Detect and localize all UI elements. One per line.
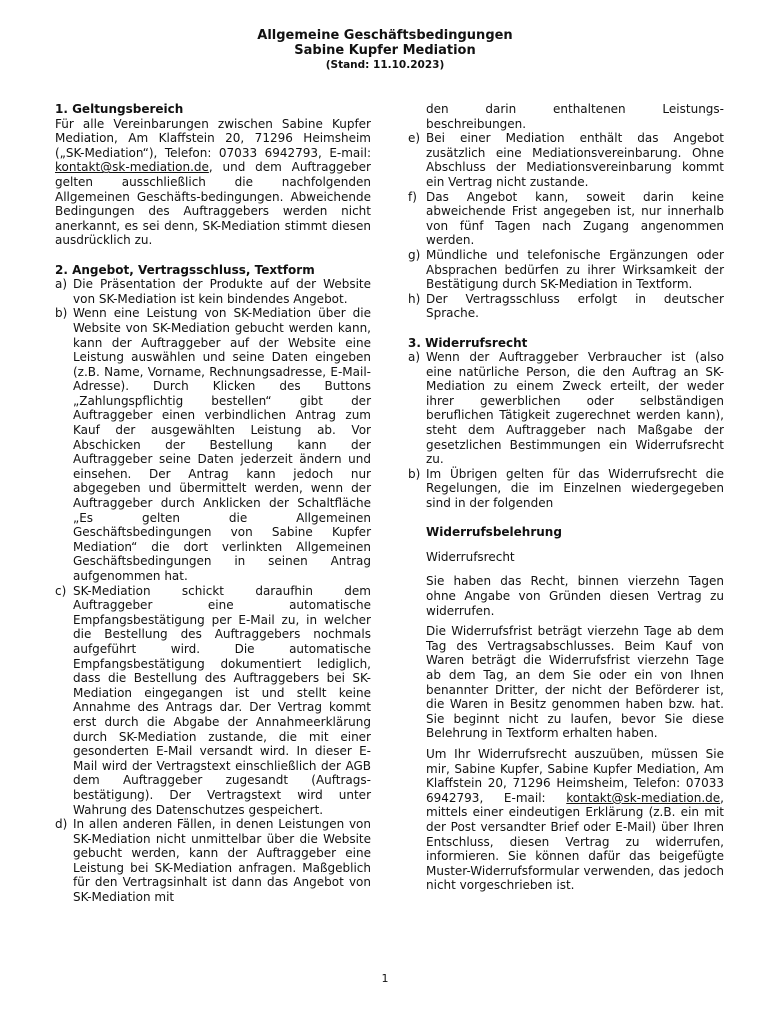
section-1-text: Für alle Vereinbarungen zwischen Sabine Kupfer Mediation, Am Klaffstein 20, 71296 Heimsheim („SK-Mediation“), Telefon: 07033 6942793, E-mail: kontakt@sk-mediation.de, und dem Auftraggeber gelten ausschließlich die nachfolgenden Allgemeinen Geschäfts-bedingungen. Abweichende Bedingungen des Auftraggebers werden nicht anerkannt, es sei denn, SK-Mediation stimmt diesen ausdrücklich zu. — [55, 116, 371, 248]
section-1-heading: 1. Geltungsbereich — [55, 102, 184, 116]
belehrung-paragraph-2: Die Widerrufsfrist beträgt vierzehn Tage ab dem Tag des Vertragsabschlusses. Beim Kauf von Waren beträgt die Widerrufsfrist vierzehn Tage ab dem Tag, an dem Sie oder ein von Ihnen benannter Dritter, der nicht der Beförderer ist, die Waren in Besitz genommen haben bzw. hat. Sie beginnt nicht zu laufen, bevor Sie diese Belehrung in Textform erhalten haben. — [426, 624, 724, 741]
belehrung-paragraph-1: Sie haben das Recht, binnen vierzehn Tagen ohne Angabe von Gründen diesen Vertrag zu widerrufen. — [426, 574, 724, 618]
widerrufsrecht-label: Widerrufsrecht — [426, 549, 515, 564]
left-column — [55, 102, 371, 905]
list-item: d) In allen anderen Fällen, in denen Leistungen von SK-Mediation nicht unmittelbar über die Website gebucht werden, kann der Auftraggeber eine Leistung bei SK-Mediation anfragen. Maßgeblich für den Vertragsinhalt ist dann das Angebot von SK-Mediation mit — [55, 817, 371, 905]
list-item: f) Das Angebot kann, soweit darin keine abweichende Frist angegeben ist, nur innerhalb von fünf Tagen nach Zugang angenommen werden. — [408, 189, 724, 248]
section-3-list — [408, 350, 724, 511]
page-number: 1 — [381, 972, 389, 985]
email-link[interactable]: kontakt@sk-mediation.de — [55, 160, 209, 175]
list-item: c) SK-Mediation schickt daraufhin dem Auftraggeber eine automatische Empfangsbestätigung per E-Mail zu, in welcher die Bestellung des Auftraggebers nochmals aufgeführt wird. Die automatische Empfangsbestätigung dokumentiert lediglich, dass die Bestellung des Auftraggebers bei SK-Mediation eingegangen ist und stellt keine Annahme des Antrags dar. Der Vertrag kommt erst durch die Abgabe der Annahmeerklärung durch SK-Mediation zustande, die mit einer gesonderten E-Mail versandt wird. In dieser E-Mail wird der Vertragstext einschließlich der AGB dem Auftraggeber zugesandt (Auftrags-bestätigung). Der Vertragstext wird unter Wahrung des Datenschutzes gespeichert. — [55, 583, 371, 817]
list-item: b) Im Übrigen gelten für das Widerrufsrecht die Regelungen, die im Einzelnen wiedergegeben sind in der folgenden — [408, 466, 724, 511]
section-2-list — [55, 277, 371, 905]
list-item: a) Die Präsentation der Produkte auf der Website von SK-Mediation ist kein bindendes Angebot. — [55, 277, 371, 306]
list-item: g) Mündliche und telefonische Ergänzungen oder Absprachen bedürfen zu ihrer Wirksamkeit der Bestätigung durch SK-Mediation in Textform. — [408, 247, 724, 292]
belehrung-paragraph-3: Um Ihr Widerrufsrecht auszuüben, müssen Sie mir, Sabine Kupfer, Sabine Kupfer Mediation, Am Klaffstein 20, 71296 Heimsheim, Telefon: 07033 6942793, E-mail: kontakt@sk-mediation.de, mittels einer eindeutigen Erklärung (z.B. ein mit der Post versandter Brief oder E-Mail) über Ihren Entschluss, diesen Vertrag zu widerrufen, informieren. Sie können dafür das beigefügte Muster-Widerrufsformular verwenden, das jedoch nicht vorgeschrieben ist. — [426, 746, 724, 893]
section-2-list-continued — [408, 131, 724, 321]
list-item: a) Wenn der Auftraggeber Verbraucher ist (also eine natürliche Person, die den Auftrag an SK-Mediation zu einem Zweck erteilt, der weder ihrer gewerblichen oder selbständigen beruflichen Tätigkeit zugerechnet werden kann), steht dem Auftraggeber nach Maßgabe der gesetzlichen Bestimmungen ein Widerrufsrecht zu. — [408, 350, 724, 467]
document-date: (Stand: 11.10.2023) — [325, 59, 445, 71]
email-link[interactable]: kontakt@sk-mediation.de — [566, 790, 721, 805]
widerrufsbelehrung-heading: Widerrufsbelehrung — [426, 525, 562, 540]
section-2-heading: 2. Angebot, Vertragsschluss, Textform — [55, 262, 315, 277]
list-item: b) Wenn eine Leistung von SK-Mediation über die Website von SK-Mediation gebucht werden kann, kann der Auftraggeber auf der Website eine Leistung auswählen und seine Daten eingeben (z.B. Name, Vorname, Rechnungsadresse, E-Mail-Adresse). Durch Klicken des Buttons „Zahlungspflichtig bestellen“ gibt der Auftraggeber einen verbindlichen Antrag zum Kauf der ausgewählten Leistung ab. Vor Abschicken der Bestellung kann der Auftraggeber seine Daten jederzeit ändern und einsehen. Der Antrag kann jedoch nur abgegeben und übermittelt werden, wenn der Auftraggeber durch Anklicken der Schaltfläche „Es gelten die Allgemeinen Geschäftsbedingungen von Sabine Kupfer Mediation“ die dort verlinkten Allgemeinen Geschäftsbedingungen in seinen Antrag aufgenommen hat. — [55, 306, 371, 583]
section-3-heading: 3. Widerrufsrecht — [408, 335, 528, 350]
list-item: h) Der Vertragsschluss erfolgt in deutscher Sprache. — [408, 291, 724, 321]
document-subtitle: Sabine Kupfer Mediation — [294, 43, 476, 58]
list-item-d-continued: den darin enthaltenen Leistungs-beschreibungen. — [426, 102, 724, 131]
list-item: e) Bei einer Mediation enthält das Angebot zusätzlich eine Mediationsvereinbarung. Ohne Abschluss der Mediationsvereinbarung kommt ein Vertrag nicht zustande. — [408, 131, 724, 189]
document-title: Allgemeine Geschäftsbedingungen — [257, 28, 513, 43]
document-header — [0, 28, 770, 73]
right-column — [408, 102, 724, 893]
